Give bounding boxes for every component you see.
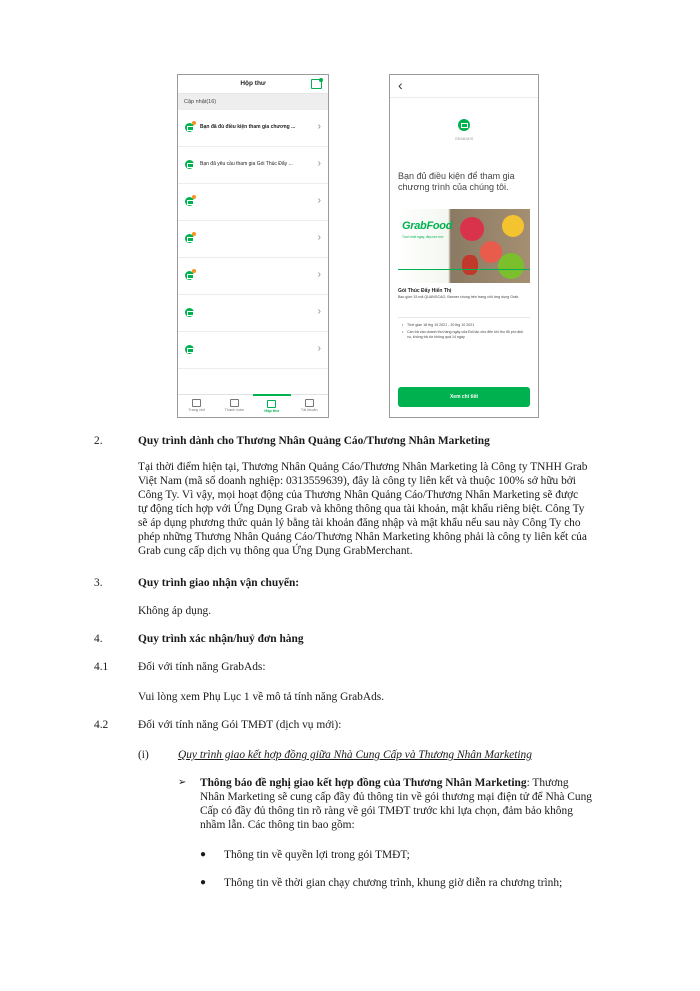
package-bullets	[402, 323, 526, 342]
package-description: Bao gồm 15 mã QUANGCAO, Banner chung trên trang chủ ứng dụng Grab.	[398, 295, 520, 299]
section-number: 2.	[94, 435, 103, 447]
grid-icon	[305, 399, 314, 407]
nav-home[interactable]: Trang chủ	[178, 395, 216, 417]
arrow-paragraph	[200, 776, 620, 832]
chevron-right-icon: ›	[317, 232, 321, 243]
bullet-item: Thông tin về quyền lợi trong gói TMĐT;	[224, 849, 410, 861]
inbox-row[interactable]	[178, 147, 328, 184]
subsection-detail: Vui lòng xem Phụ Lục 1 về mô tả tính năng GrabAds.	[138, 691, 385, 703]
inbox-row[interactable]	[178, 184, 328, 221]
message-detail-screenshot	[389, 74, 539, 418]
bullet-item: Thông tin về thời gian chạy chương trình, khung giờ diễn ra chương trình;	[224, 877, 563, 889]
subsection-number: 4.1	[94, 661, 109, 673]
grabfood-logo: GrabFood	[402, 220, 453, 232]
mail-icon	[185, 345, 194, 354]
chevron-right-icon: ›	[317, 121, 321, 132]
inbox-row-text: Bạn đã đủ điều kiện tham gia chương ...	[200, 124, 296, 130]
section-number: 4.	[94, 633, 103, 645]
section-3-text: Không áp dụng.	[138, 605, 212, 617]
calendar-icon	[230, 399, 239, 407]
chevron-right-icon: ›	[317, 158, 321, 169]
compose-icon[interactable]	[311, 79, 322, 89]
paragraph-line: Tại thời điểm hiện tại, Thương Nhân Quảng Cáo/Thương Nhân Marketing là Công ty TNHH Grab	[138, 461, 588, 473]
paragraph-line: tự động tích hợp với Ứng Dụng Grab và không thông qua tài khoản, mật khẩu riêng biệt. Công Ty	[138, 503, 585, 515]
inbox-row[interactable]	[178, 295, 328, 332]
inbox-header	[178, 75, 328, 94]
subsection-text: Đối với tính năng GrabAds:	[138, 661, 266, 673]
inbox-screenshot	[177, 74, 329, 418]
bullet-icon: ●	[200, 849, 207, 860]
mail-icon	[185, 234, 194, 243]
paragraph-line: sẽ áp dụng phương thức quản lý bằng tài khoản đăng nhập và mật khẩu nếu sau này Công Ty cho	[138, 517, 581, 529]
home-icon	[192, 399, 201, 407]
package-bullet: • Thời gian 18 thg 10 2021 - 20 thg 10 2021	[402, 323, 526, 328]
paragraph-line: Thông báo đề nghị giao kết hợp đồng của Thương Nhân Marketing: Thương	[200, 777, 569, 789]
bold-lead: Thông báo đề nghị giao kết hợp đồng của Thương Nhân Marketing	[200, 777, 527, 789]
section-2-paragraph	[138, 460, 620, 558]
paragraph-line: Cấp có đầy đủ thông tin rõ ràng về gói TMĐT trước khi lựa chọn, đảm bảo không	[200, 805, 573, 817]
inbox-icon	[267, 400, 276, 408]
section-number: 3.	[94, 577, 103, 589]
banner-divider	[398, 269, 530, 270]
fruit-image	[502, 215, 524, 237]
roman-numeral: (i)	[138, 749, 149, 761]
view-details-button[interactable]: Xem chi tiết	[398, 387, 530, 407]
nav-payment[interactable]: Thanh toán	[216, 395, 254, 417]
bottom-nav	[178, 394, 328, 417]
inbox-section-header: Cập nhật(16)	[178, 94, 328, 110]
inbox-row[interactable]	[178, 110, 328, 147]
bullet-icon: ●	[200, 877, 207, 888]
grabfood-banner	[398, 209, 530, 283]
divider	[398, 317, 530, 318]
package-title: Gói Thúc Đẩy Hiển Thị	[398, 288, 452, 294]
mail-icon	[185, 123, 194, 132]
paragraph-line: Việt Nam (mã số doanh nghiệp: 0313559639), đây là công ty liên kết và thuộc 100% sở hữu bởi	[138, 475, 576, 487]
package-bullet: • Cần trả vào doanh thu hàng ngày của Đối tác cho đến khi thu đủ phí dịch vụ, không trả dư không quá 14 ngày	[402, 330, 526, 340]
nav-inbox[interactable]: Hộp thư	[253, 394, 291, 417]
inbox-row[interactable]	[178, 332, 328, 369]
mail-icon	[185, 160, 194, 169]
inbox-row-text: Bạn đã yêu cầu tham gia Gói Thúc Đẩy ...	[200, 161, 293, 167]
back-arrow-icon[interactable]: ‹	[398, 77, 403, 93]
mail-icon	[185, 308, 194, 317]
chevron-right-icon: ›	[317, 306, 321, 317]
mail-icon	[458, 119, 470, 131]
chevron-right-icon: ›	[317, 195, 321, 206]
section-heading: Quy trình xác nhận/huỷ đơn hàng	[138, 633, 304, 645]
message-title: Bạn đủ điều kiện để tham gia chương trình của chúng tôi.	[398, 171, 515, 192]
paragraph-line: nhầm lẫn. Các thông tin bao gồm:	[200, 819, 355, 831]
subsection-number: 4.2	[94, 719, 109, 731]
fruit-image	[460, 217, 484, 241]
fruit-image	[498, 253, 524, 279]
paragraph-line: Nhân Marketing sẽ cung cấp đầy đủ thông tin về gói thương mại điện tử để Nhà Cung	[200, 791, 592, 803]
section-heading: Quy trình giao nhận vận chuyển:	[138, 577, 300, 589]
nav-account[interactable]: Tài khoản	[291, 395, 329, 417]
arrow-bullet-icon: ➢	[178, 777, 187, 788]
inbox-title: Hộp thư	[240, 80, 266, 87]
mail-icon	[185, 197, 194, 206]
section-heading: Quy trình dành cho Thương Nhân Quảng Cáo/Thương Nhân Marketing	[138, 435, 490, 447]
fruit-image	[462, 255, 478, 275]
subsection-text: Đối với tính năng Gói TMĐT (dịch vụ mới):	[138, 719, 342, 731]
paragraph-line: phép những Thương Nhân Quảng Cáo/Thương Nhân Marketing không phải là công ty liên kết của	[138, 531, 587, 543]
paragraph-line: Công Ty. Vì vậy, mọi hoạt động của Thương Nhân Quảng Cáo/Thương Nhân Marketing sẽ được	[138, 489, 579, 501]
detail-topbar	[390, 75, 538, 98]
chevron-right-icon: ›	[317, 269, 321, 280]
inbox-row[interactable]	[178, 221, 328, 258]
sender-label: GRABADS	[454, 137, 474, 141]
inbox-row[interactable]	[178, 258, 328, 295]
mail-icon	[185, 271, 194, 280]
chevron-right-icon: ›	[317, 343, 321, 354]
banner-tagline: Tươi mát ngay, đẹp mơ mơ	[402, 235, 444, 239]
paragraph-line: Grab cung cấp dịch vụ thông qua Ứng Dụng GrabMerchant.	[138, 545, 413, 557]
roman-heading: Quy trình giao kết hợp đồng giữa Nhà Cung Cấp và Thương Nhân Marketing	[178, 749, 532, 761]
